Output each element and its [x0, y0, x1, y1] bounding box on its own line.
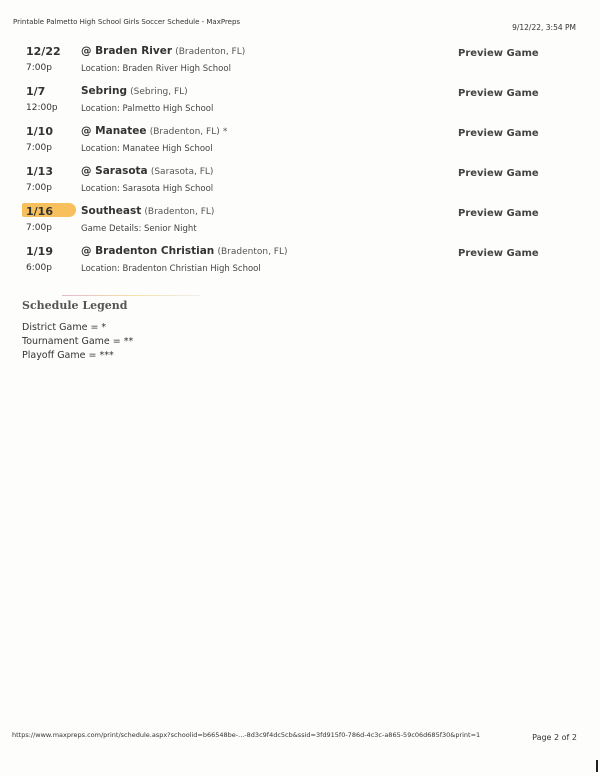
game-time: 7:00p — [26, 223, 52, 233]
game-date: 1/13 — [26, 165, 53, 178]
opponent-city: (Bradenton, FL) — [149, 127, 220, 137]
preview-game-link[interactable]: Preview Game — [458, 208, 539, 219]
legend-district: District Game = * — [22, 322, 107, 333]
preview-game-link[interactable]: Preview Game — [458, 48, 539, 59]
game-time: 7:00p — [26, 143, 52, 153]
game-type-marker: * — [222, 127, 228, 137]
opponent-city: (Bradenton, FL) — [217, 247, 288, 257]
game-opponent — [81, 245, 288, 257]
footer-page-number: Page 2 of 2 — [532, 733, 577, 742]
game-opponent — [81, 165, 213, 177]
opponent-name: Southeast — [81, 205, 142, 217]
game-detail: Location: Manatee High School — [81, 144, 213, 154]
game-row — [0, 124, 600, 164]
opponent-name: @ Sarasota — [81, 165, 148, 177]
legend-divider — [62, 295, 200, 296]
game-row — [0, 204, 600, 244]
preview-game-link[interactable]: Preview Game — [458, 128, 539, 139]
game-detail: Game Details: Senior Night — [81, 224, 197, 234]
game-detail: Location: Bradenton Christian High School — [81, 264, 261, 274]
game-date: 1/7 — [26, 85, 46, 98]
game-opponent — [81, 85, 188, 97]
game-date: 1/10 — [26, 125, 53, 138]
preview-game-link[interactable]: Preview Game — [458, 168, 539, 179]
opponent-name: @ Bradenton Christian — [81, 245, 215, 257]
game-date: 1/19 — [26, 245, 53, 258]
legend-title: Schedule Legend — [22, 299, 128, 312]
scan-edge-mark — [596, 760, 598, 772]
game-date: 12/22 — [26, 45, 61, 58]
game-time: 12:00p — [26, 103, 58, 113]
opponent-city: (Bradenton, FL) — [144, 207, 215, 217]
game-row — [0, 44, 600, 84]
opponent-name: @ Manatee — [81, 125, 147, 137]
game-time: 7:00p — [26, 183, 52, 193]
game-opponent — [81, 125, 227, 137]
game-time: 6:00p — [26, 263, 52, 273]
game-row — [0, 84, 600, 124]
opponent-city: (Sarasota, FL) — [150, 167, 214, 177]
legend-playoff: Playoff Game = *** — [22, 350, 114, 361]
print-header-datetime: 9/12/22, 3:54 PM — [512, 23, 576, 32]
game-opponent — [81, 45, 245, 57]
preview-game-link[interactable]: Preview Game — [458, 248, 539, 259]
game-opponent — [81, 205, 214, 217]
preview-game-link[interactable]: Preview Game — [458, 88, 539, 99]
footer-url: https://www.maxpreps.com/print/schedule.aspx?schoolid=b66548be-...-8d3c9f4dc5cb&ssid=3fd915f0-786d-4c3c-a865-59c06d685f30&print=1 — [12, 731, 481, 739]
print-header-title: Printable Palmetto High School Girls Soccer Schedule - MaxPreps — [13, 18, 241, 26]
game-row — [0, 244, 600, 284]
game-detail: Location: Palmetto High School — [81, 104, 214, 114]
game-time: 7:00p — [26, 63, 52, 73]
game-date: 1/16 — [26, 205, 53, 218]
opponent-city: (Sebring, FL) — [130, 87, 188, 97]
legend-tournament: Tournament Game = ** — [22, 336, 134, 347]
game-detail: Location: Braden River High School — [81, 64, 231, 74]
opponent-city: (Bradenton, FL) — [175, 47, 246, 57]
game-row — [0, 164, 600, 204]
schedule-list — [0, 44, 600, 284]
opponent-name: @ Braden River — [81, 45, 173, 57]
game-detail: Location: Sarasota High School — [81, 184, 214, 194]
opponent-name: Sebring — [81, 85, 127, 97]
